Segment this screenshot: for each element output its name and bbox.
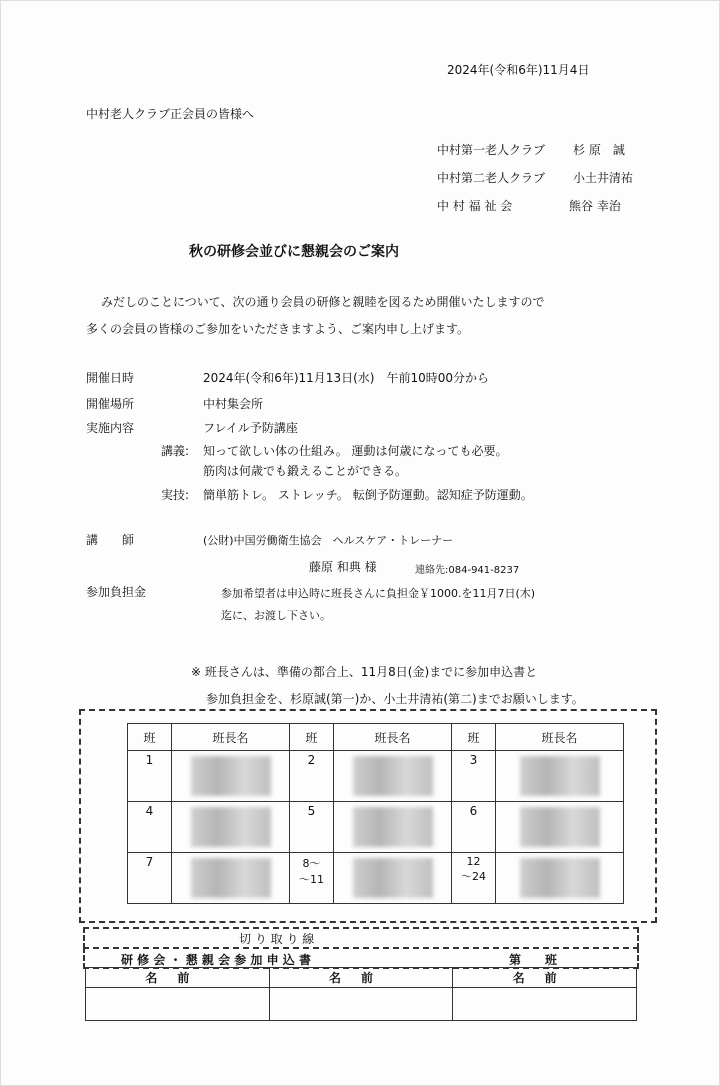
lecture-label: 講義: — [161, 444, 190, 458]
form-entry-row — [86, 988, 637, 1021]
document-title: 秋の研修会並びに懇親会のご案内 — [189, 244, 399, 260]
intro-line-2: 多くの会員の皆様のご参加をいただきますよう、ご案内申し上げます。 — [86, 322, 470, 336]
datetime-label: 開催日時 — [86, 371, 135, 385]
redaction-blur — [353, 807, 433, 847]
fee-line-2: 迄に、お渡し下さい。 — [221, 609, 331, 622]
content-label: 実施内容 — [86, 421, 135, 435]
cut-line-label: 切 り 取 り 線 — [239, 932, 315, 946]
header-leader-3: 班長名 — [496, 724, 624, 751]
redaction-blur — [191, 807, 271, 847]
header-ban-2: 班 — [290, 724, 334, 751]
redaction-blur — [353, 858, 433, 898]
redaction-blur — [520, 858, 600, 898]
ban-number: 2 — [290, 751, 334, 802]
lecturer-name: 藤原 和典 様 — [309, 560, 377, 574]
header-leader-2: 班長名 — [334, 724, 452, 751]
name-header: 名前 — [269, 968, 453, 988]
ban-number: 1 — [128, 751, 172, 802]
leader-name-redacted — [334, 751, 452, 802]
cut-line-frame — [83, 927, 639, 949]
note-line-1: ※ 班長さんは、準備の都合上、11月8日(金)までに参加申込書と — [191, 665, 538, 679]
form-header-row — [86, 968, 637, 988]
lecturer-org: (公財)中国労働衛生協会 ヘルスケア・トレーナー — [203, 534, 454, 547]
redaction-blur — [353, 756, 433, 796]
datetime-value: 2024年(令和6年)11月13日(水) 午前10時00分から — [203, 371, 489, 385]
fee-line-1: 参加希望者は申込時に班長さんに負担金￥1000.を11月7日(木) — [221, 587, 536, 600]
leader-name-redacted — [496, 802, 624, 853]
name-field[interactable] — [269, 988, 453, 1021]
header-leader-1: 班長名 — [172, 724, 290, 751]
leader-name-redacted — [496, 751, 624, 802]
content-value: フレイル予防講座 — [203, 421, 298, 435]
leader-name-redacted — [496, 853, 624, 904]
name-field[interactable] — [453, 988, 637, 1021]
table-row — [128, 853, 624, 904]
intro-line-1: みだしのことについて、次の通り会員の研修と親睦を図るため開催いたしますので — [101, 295, 545, 309]
redaction-blur — [520, 756, 600, 796]
table-row — [128, 802, 624, 853]
redaction-blur — [191, 756, 271, 796]
application-form-table — [85, 967, 637, 1021]
name-header: 名前 — [453, 968, 637, 988]
ban-number: 4 — [128, 802, 172, 853]
ban-number: 7 — [128, 853, 172, 904]
place-value: 中村集会所 — [203, 397, 264, 411]
ban-number: 6 — [452, 802, 496, 853]
ban-leader-table — [127, 723, 624, 904]
lecturer-contact: 連絡先:084-941-8237 — [415, 565, 520, 576]
ban-number: 12 ～24 — [452, 853, 496, 904]
ban-number: 5 — [290, 802, 334, 853]
leader-name-redacted — [172, 802, 290, 853]
sender-name-2: 小土井清祐 — [573, 171, 634, 185]
fee-label: 参加負担金 — [86, 585, 147, 599]
sender-name-3: 熊谷 幸治 — [569, 199, 621, 213]
header-ban-3: 班 — [452, 724, 496, 751]
leader-name-redacted — [334, 853, 452, 904]
lecturer-label: 講 師 — [86, 533, 135, 547]
table-row — [128, 751, 624, 802]
addressee: 中村老人クラブ正会員の皆様へ — [86, 107, 255, 121]
practice-value: 簡単筋トレ。 ストレッチ。 転倒予防運動。認知症予防運動。 — [203, 488, 533, 502]
sender-org-3: 中 村 福 祉 会 — [437, 199, 513, 213]
header-ban-1: 班 — [128, 724, 172, 751]
form-title: 研 修 会 ・ 懇 親 会 参 加 申 込 書 — [121, 953, 311, 967]
document-date: 2024年(令和6年)11月4日 — [447, 63, 590, 77]
note-line-2: 参加負担金を、杉原誠(第一)か、小土井清祐(第二)までお願いします。 — [206, 692, 584, 706]
practice-label: 実技: — [161, 488, 190, 502]
place-label: 開催場所 — [86, 397, 135, 411]
redaction-blur — [520, 807, 600, 847]
name-header: 名前 — [86, 968, 270, 988]
ban-table-header — [128, 724, 624, 751]
leader-name-redacted — [172, 751, 290, 802]
ban-number: 3 — [452, 751, 496, 802]
sender-name-1: 杉 原 誠 — [573, 143, 625, 157]
sender-org-1: 中村第一老人クラブ — [437, 143, 546, 157]
leader-name-redacted — [172, 853, 290, 904]
ban-number: 8～ ～11 — [290, 853, 334, 904]
redaction-blur — [191, 858, 271, 898]
lecture-line-2: 筋肉は何歳でも鍛えることができる。 — [203, 464, 408, 478]
lecture-line-1: 知って欲しい体の仕組み。 運動は何歳になっても必要。 — [203, 444, 508, 458]
form-group: 第 班 — [509, 953, 558, 967]
leader-name-redacted — [334, 802, 452, 853]
name-field[interactable] — [86, 988, 270, 1021]
sender-org-2: 中村第二老人クラブ — [437, 171, 546, 185]
